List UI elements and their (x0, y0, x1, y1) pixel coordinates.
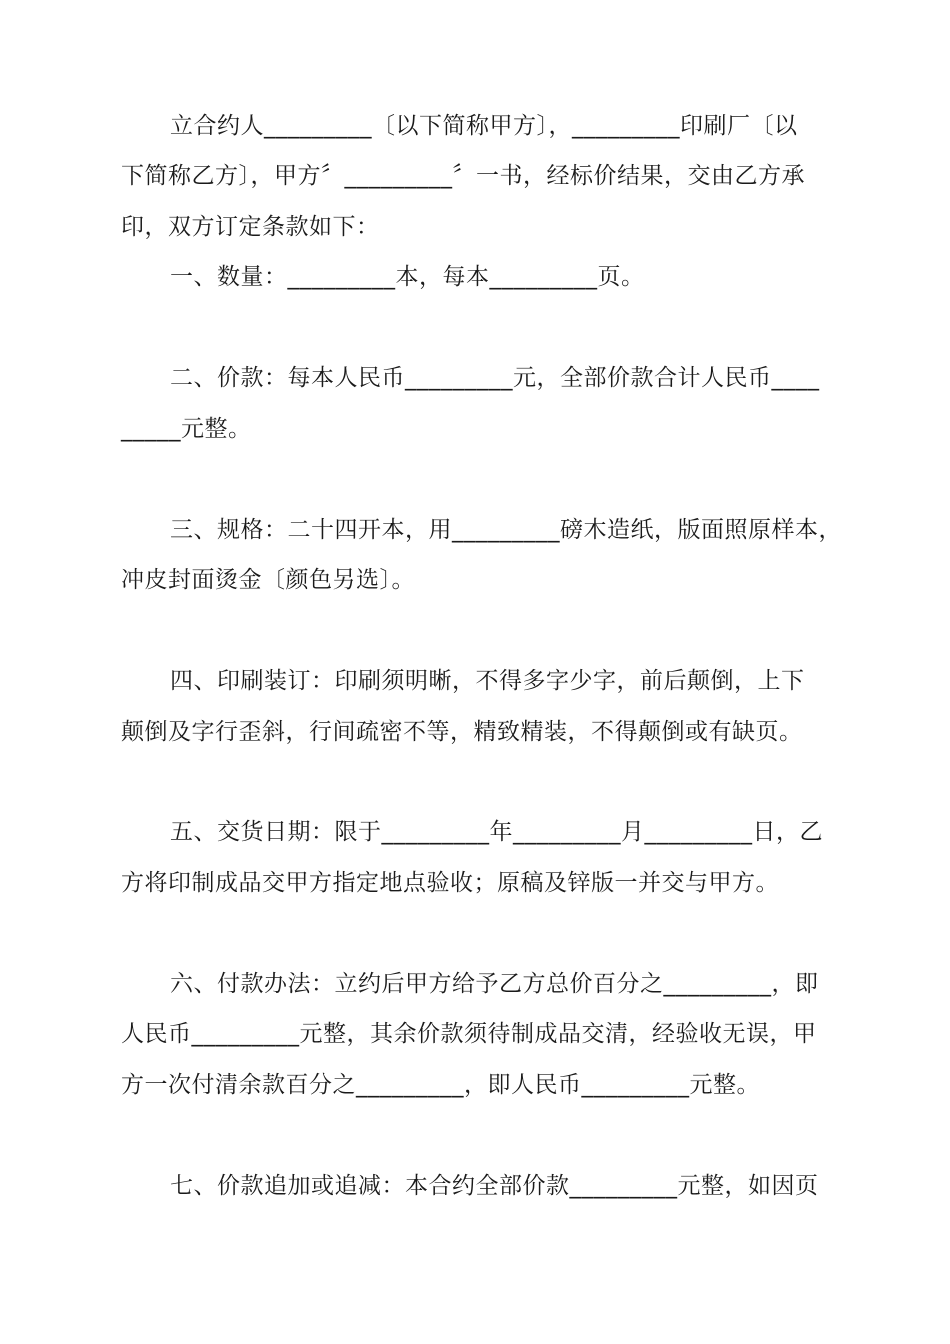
clause-delivery: 五、交货日期：限于_________年_________月_________日，乙 (170, 819, 823, 845)
clause-spec: 三、规格：二十四开本，用_________磅木造纸，版面照原样本， (170, 517, 842, 543)
clause-price: 二、价款：每本人民币_________元，全部价款合计人民币____ (170, 365, 820, 391)
clause-binding: 四、印刷装订：印刷须明晰，不得多字少字，前后颠倒，上下 (170, 668, 805, 694)
clause-price-cont: _____元整。 (121, 416, 252, 442)
clause-payment-cont: 人民币_________元整，其余价款须待制成品交清，经验收无误，甲 (121, 1021, 817, 1047)
clause-delivery-cont: 方将印制成品交甲方指定地点验收；原稿及锌版一并交与甲方。 (121, 870, 779, 896)
clause-payment-cont: 方一次付清余款百分之_________，即人民币_________元整。 (121, 1072, 760, 1098)
clause-payment: 六、付款办法：立约后甲方给予乙方总价百分之_________，即 (170, 971, 819, 997)
paragraph-line: 下简称乙方〕，甲方〞_________〞一书，经标价结果，交由乙方承 (121, 163, 805, 189)
paragraph-line: 印，双方订定条款如下： (121, 214, 380, 240)
clause-quantity: 一、数量：_________本，每本_________页。 (170, 264, 645, 290)
paragraph-line: 立合约人_________〔以下简称甲方〕，_________印刷厂〔以 (170, 113, 798, 139)
clause-binding-cont: 颠倒及字行歪斜，行间疏密不等，精致精装，不得颠倒或有缺页。 (121, 719, 803, 745)
clause-adjustment: 七、价款追加或追减：本合约全部价款_________元整，如因页 (170, 1173, 819, 1199)
clause-spec-cont: 冲皮封面烫金〔颜色另选〕。 (121, 567, 415, 593)
